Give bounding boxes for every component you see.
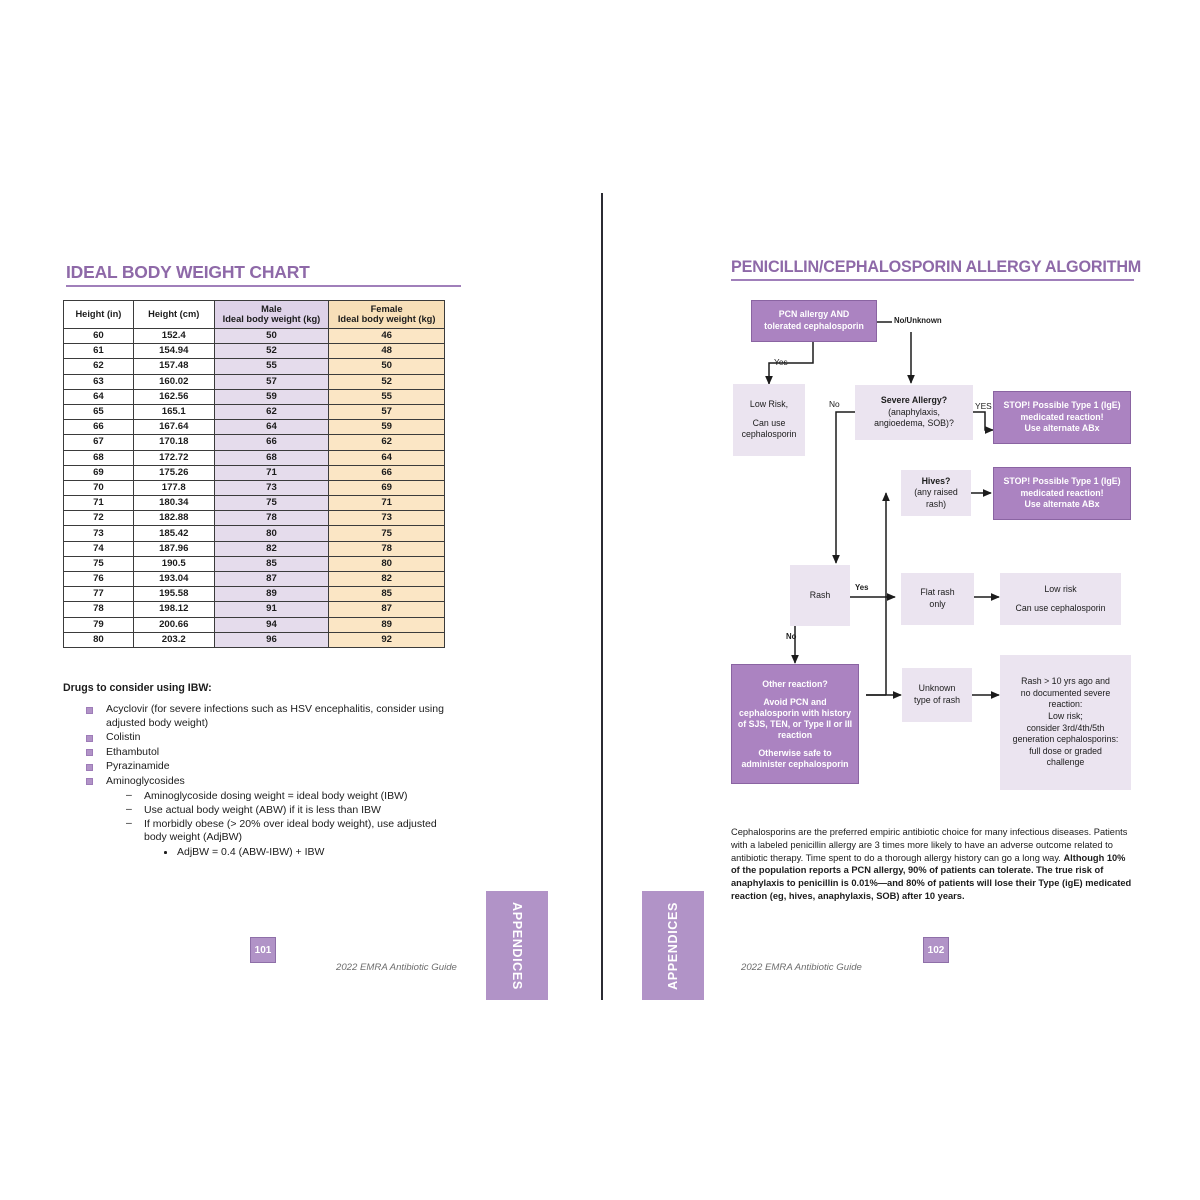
node-line: Flat rash — [920, 587, 955, 598]
cell-height-cm: 200.66 — [133, 617, 214, 632]
node-pcn-allergy-start — [751, 300, 877, 342]
col-header-height-in: Height (in) — [64, 301, 134, 329]
cell-male-ibw: 89 — [214, 587, 329, 602]
node-line: medicated reaction! — [1020, 411, 1104, 422]
cell-height-cm: 175.26 — [133, 465, 214, 480]
right-page-title: PENICILLIN/CEPHALOSPORIN ALLERGY ALGORITHM — [731, 258, 1142, 276]
edge-label-no-rash: No — [786, 632, 797, 641]
node-line: full dose or graded — [1029, 745, 1102, 756]
list-item-label: Aminoglycosides — [106, 774, 185, 787]
cell-height-cm: 180.34 — [133, 496, 214, 511]
col-header-male-group: Male — [261, 303, 282, 314]
cell-height-in: 75 — [64, 556, 134, 571]
list-item-label: Acyclovir (for severe infections such as HSV encephalitis, consider using adjusted body weight) — [106, 703, 444, 729]
node-line: no documented severe — [1020, 687, 1111, 698]
cell-female-ibw: 48 — [329, 344, 445, 359]
cell-female-ibw: 66 — [329, 465, 445, 480]
cell-height-cm: 154.94 — [133, 344, 214, 359]
node-line: Can use — [752, 417, 786, 428]
dash-bullet-icon: – — [126, 817, 132, 830]
blurb-part-2-bold: Although 10% of the population reports a PCN allergy, 90% of patients can tolerate. The true risk of anaphylaxis to penicillin is 0.01%—and 80% of patients will lose their Type (igE) medicated reaction (eg, hives, anaphylaxis, SOB) after 10 years. — [731, 852, 1132, 901]
cell-male-ibw: 55 — [214, 359, 329, 374]
node-line: Severe Allergy? — [880, 395, 948, 406]
cell-male-ibw: 75 — [214, 496, 329, 511]
node-line: angioedema, SOB)? — [874, 418, 954, 429]
cell-height-in: 66 — [64, 420, 134, 435]
cell-height-in: 71 — [64, 496, 134, 511]
cell-height-cm: 182.88 — [133, 511, 214, 526]
node-line: cephalosporin — [741, 429, 797, 440]
cell-female-ibw: 87 — [329, 602, 445, 617]
cell-height-cm: 177.8 — [133, 480, 214, 495]
list-item-label: Colistin — [106, 731, 141, 744]
node-line: Low Risk, — [749, 399, 789, 410]
node-line: Other reaction? — [762, 678, 828, 689]
node-line: generation cephalosporins: — [1012, 734, 1119, 745]
cell-female-ibw: 50 — [329, 359, 445, 374]
cell-male-ibw: 82 — [214, 541, 329, 556]
appendices-tab-label: APPENDICES — [510, 901, 524, 990]
cell-female-ibw: 75 — [329, 526, 445, 541]
appendices-tab-label: APPENDICES — [666, 901, 680, 990]
cell-height-in: 77 — [64, 587, 134, 602]
cell-height-in: 72 — [64, 511, 134, 526]
blurb-part-1: Cephalosporins are the preferred empiric antibiotic choice for many infectious diseases. Patients with a labeled penicillin allergy are 3 times more likely to have an adverse outcome related to antibiotic therapy. Time spent to do a thorough allergy history can go a long way. — [731, 827, 1128, 863]
node-line: medicated reaction! — [1020, 487, 1104, 498]
edge-label-yes-severe: YES — [975, 401, 992, 411]
cell-height-in: 70 — [64, 480, 134, 495]
dash-bullet-icon: – — [126, 803, 132, 816]
cell-height-in: 64 — [64, 389, 134, 404]
cell-male-ibw: 94 — [214, 617, 329, 632]
cell-male-ibw: 80 — [214, 526, 329, 541]
node-other-reaction — [731, 664, 859, 784]
edge-label-no-severe: No — [829, 399, 840, 409]
node-line: Use alternate ABx — [1024, 499, 1100, 510]
cell-height-in: 79 — [64, 617, 134, 632]
node-line: Hives? — [921, 475, 951, 486]
cell-height-cm: 167.64 — [133, 420, 214, 435]
cell-male-ibw: 52 — [214, 344, 329, 359]
cell-male-ibw: 85 — [214, 556, 329, 571]
cell-height-cm: 193.04 — [133, 572, 214, 587]
cell-female-ibw: 59 — [329, 420, 445, 435]
cell-height-cm: 190.5 — [133, 556, 214, 571]
node-rash-over-10-years — [1000, 655, 1131, 790]
node-line: STOP! Possible Type 1 (IgE) — [1003, 400, 1121, 411]
cell-height-cm: 165.1 — [133, 404, 214, 419]
list-item-label: Aminoglycoside dosing weight = ideal body weight (IBW) — [144, 789, 408, 802]
edge-label-yes-tolerated: Yes — [774, 357, 788, 367]
cell-male-ibw: 91 — [214, 602, 329, 617]
node-line: Rash — [809, 589, 831, 600]
node-line: (any raised rash) — [914, 487, 958, 509]
cell-height-in: 80 — [64, 632, 134, 647]
cell-male-ibw: 50 — [214, 329, 329, 344]
node-line: Low risk — [1044, 583, 1077, 594]
cell-height-cm: 185.42 — [133, 526, 214, 541]
cell-female-ibw: 73 — [329, 511, 445, 526]
cell-height-cm: 160.02 — [133, 374, 214, 389]
cell-male-ibw: 96 — [214, 632, 329, 647]
cell-female-ibw: 92 — [329, 632, 445, 647]
cell-female-ibw: 62 — [329, 435, 445, 450]
node-line: (anaphylaxis, — [888, 406, 940, 417]
node-low-risk-flat-rash — [1000, 573, 1121, 625]
cell-female-ibw: 78 — [329, 541, 445, 556]
cell-height-cm: 198.12 — [133, 602, 214, 617]
left-page-title: IDEAL BODY WEIGHT CHART — [66, 262, 310, 282]
node-line: only — [929, 599, 946, 609]
col-header-male-sub: Ideal body weight (kg) — [222, 313, 321, 324]
cell-height-cm: 187.96 — [133, 541, 214, 556]
node-line: STOP! Possible Type 1 (IgE) — [1003, 476, 1121, 487]
node-low-risk-left — [733, 384, 805, 456]
cell-height-cm: 152.4 — [133, 329, 214, 344]
node-line: type of rash — [914, 695, 960, 705]
cell-female-ibw: 46 — [329, 329, 445, 344]
node-line: reaction: — [1048, 699, 1083, 710]
cell-male-ibw: 71 — [214, 465, 329, 480]
cell-height-in: 62 — [64, 359, 134, 374]
list-item-label: AdjBW = 0.4 (ABW-IBW) + IBW — [177, 845, 325, 858]
edge-label-yes-rash: Yes — [855, 583, 869, 592]
cell-female-ibw: 57 — [329, 404, 445, 419]
list-item-label: Use actual body weight (ABW) if it is less than IBW — [144, 803, 381, 816]
cell-male-ibw: 66 — [214, 435, 329, 450]
cell-male-ibw: 73 — [214, 480, 329, 495]
node-line: consider 3rd/4th/5th — [1026, 722, 1105, 733]
cell-male-ibw: 68 — [214, 450, 329, 465]
node-line: PCN allergy AND — [778, 309, 850, 320]
cell-male-ibw: 62 — [214, 404, 329, 419]
cell-male-ibw: 57 — [214, 374, 329, 389]
cell-female-ibw: 52 — [329, 374, 445, 389]
node-unknown-type-of-rash — [902, 668, 972, 722]
node-stop-hives — [993, 467, 1131, 520]
cell-height-in: 67 — [64, 435, 134, 450]
cell-height-cm: 172.72 — [133, 450, 214, 465]
cell-height-cm: 170.18 — [133, 435, 214, 450]
cell-height-in: 69 — [64, 465, 134, 480]
col-header-female-group: Female — [370, 303, 403, 314]
allergy-explanation-paragraph — [731, 826, 1135, 903]
page-number-badge-left: 101 — [250, 937, 276, 963]
node-line: Avoid PCN and cephalosporin with history of SJS, TEN, or Type II or III reaction — [737, 696, 853, 740]
cell-height-in: 63 — [64, 374, 134, 389]
node-flat-rash-only — [901, 573, 974, 625]
right-title-underline — [731, 279, 1134, 281]
node-line: Low risk; — [1048, 710, 1083, 721]
cell-male-ibw: 59 — [214, 389, 329, 404]
edge-label-no-unknown: No/Unknown — [894, 316, 942, 325]
cell-height-in: 74 — [64, 541, 134, 556]
cell-female-ibw: 64 — [329, 450, 445, 465]
cell-female-ibw: 82 — [329, 572, 445, 587]
cell-female-ibw: 85 — [329, 587, 445, 602]
cell-height-in: 68 — [64, 450, 134, 465]
cell-height-in: 65 — [64, 404, 134, 419]
node-line: Unknown — [918, 683, 956, 694]
node-line: challenge — [1046, 757, 1085, 768]
list-item-label: If morbidly obese (> 20% over ideal body weight), use adjusted body weight (AdjBW) — [144, 817, 437, 844]
node-line: Use alternate ABx — [1024, 423, 1100, 434]
cell-male-ibw: 64 — [214, 420, 329, 435]
guide-footer-left: 2022 EMRA Antibiotic Guide — [336, 962, 457, 973]
col-header-female-sub: Ideal body weight (kg) — [337, 313, 436, 324]
page-number-badge-right: 102 — [923, 937, 949, 963]
dash-bullet-icon: – — [126, 789, 132, 802]
cell-female-ibw: 71 — [329, 496, 445, 511]
node-line: Can use cephalosporin — [1015, 602, 1106, 613]
node-hives — [901, 470, 971, 516]
cell-height-cm: 203.2 — [133, 632, 214, 647]
cell-female-ibw: 80 — [329, 556, 445, 571]
cell-female-ibw: 89 — [329, 617, 445, 632]
cell-height-cm: 157.48 — [133, 359, 214, 374]
drugs-heading: Drugs to consider using IBW: — [63, 682, 212, 694]
cell-height-in: 76 — [64, 572, 134, 587]
cell-height-in: 78 — [64, 602, 134, 617]
cell-height-in: 60 — [64, 329, 134, 344]
cell-height-cm: 162.56 — [133, 389, 214, 404]
appendices-tab-right[interactable] — [642, 891, 704, 1000]
cell-height-cm: 195.58 — [133, 587, 214, 602]
col-header-height-cm: Height (cm) — [133, 301, 214, 329]
node-line: Rash > 10 yrs ago and — [1021, 676, 1110, 687]
cell-male-ibw: 87 — [214, 572, 329, 587]
cell-female-ibw: 69 — [329, 480, 445, 495]
node-line: Otherwise safe to administer cephalosporin — [741, 747, 849, 769]
cell-female-ibw: 55 — [329, 389, 445, 404]
list-item-label: Pyrazinamide — [106, 760, 170, 773]
guide-footer-right: 2022 EMRA Antibiotic Guide — [741, 962, 862, 973]
cell-height-in: 61 — [64, 344, 134, 359]
node-line: tolerated cephalosporin — [764, 321, 864, 331]
cell-height-in: 73 — [64, 526, 134, 541]
cell-male-ibw: 78 — [214, 511, 329, 526]
node-rash — [790, 565, 850, 626]
list-item-label: Ethambutol — [106, 745, 160, 758]
node-stop-severe-allergy — [993, 391, 1131, 444]
node-severe-allergy — [855, 385, 973, 440]
